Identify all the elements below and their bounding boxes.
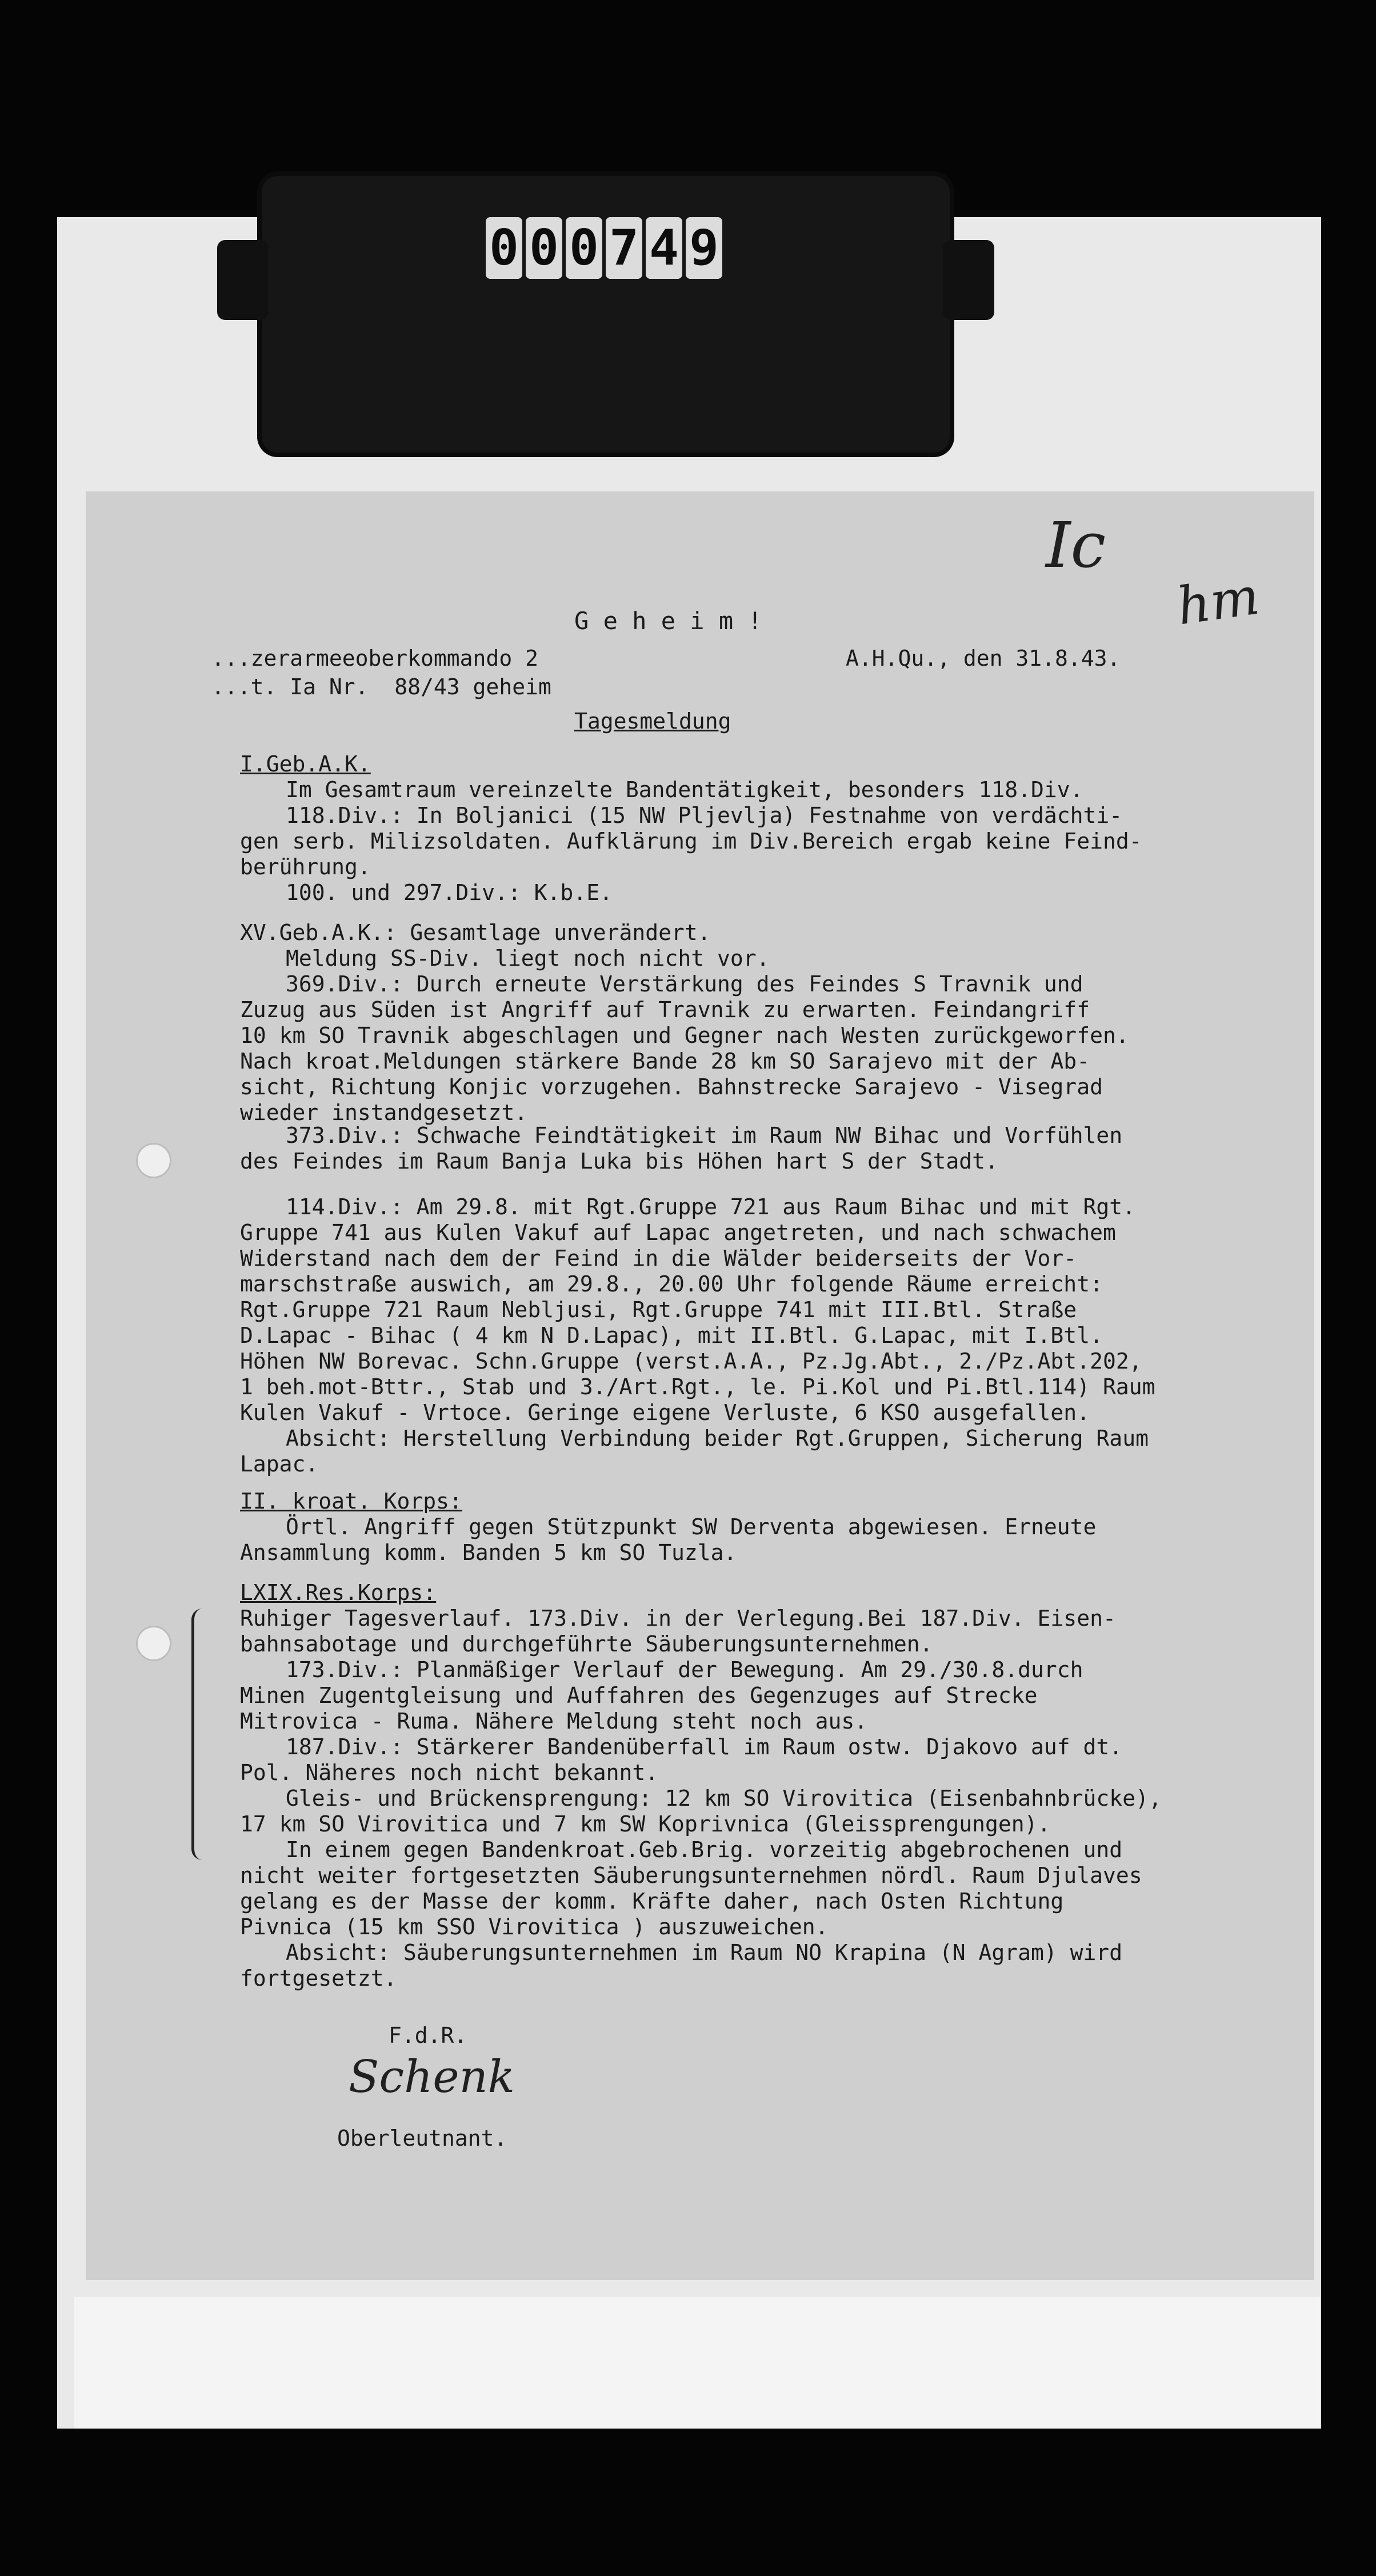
secrecy-heading: G e h e i m ! [574,607,762,635]
text-line: nicht weiter fortgesetzten Säuberungsunternehmen nördl. Raum Djulaves [240,1863,1142,1888]
section-heading: I.Geb.A.K. [240,751,371,777]
org-line: ...zerarmeeoberkommando 2 [211,646,538,671]
text-line: Rgt.Gruppe 721 Raum Nebljusi, Rgt.Gruppe 741 mit III.Btl. Straße [240,1297,1077,1322]
text-line: gelang es der Masse der komm. Kräfte daher, nach Osten Richtung [240,1889,1064,1914]
document-title: Tagesmeldung [574,709,731,734]
text-line: fortgesetzt. [240,1966,397,1991]
film-edge-strip [74,2297,1320,2429]
frame-counter [257,171,954,457]
text-line: wieder instandgesetzt. [240,1100,528,1125]
text-line: 1 beh.mot-Bttr., Stab und 3./Art.Rgt., le. Pi.Kol und Pi.Btl.114) Raum [240,1374,1155,1399]
text-line: sicht, Richtung Konjic vorzugehen. Bahnstrecke Sarajevo - Visegrad [240,1074,1103,1099]
text-line: Im Gesamtraum vereinzelte Bandentätigkeit, besonders 118.Div. [286,777,1083,802]
text-line: berührung. [240,854,371,879]
counter-digit: 7 [606,217,642,279]
text-line: D.Lapac - Bihac ( 4 km N D.Lapac), mit II.Btl. G.Lapac, mit I.Btl. [240,1323,1103,1348]
handwritten-margin-bracket [191,1609,202,1860]
handwritten-ic-mark: Ic [1046,509,1106,582]
text-line: 369.Div.: Durch erneute Verstärkung des Feindes S Travnik und [286,971,1083,997]
text-line: Absicht: Herstellung Verbindung beider Rgt.Gruppen, Sicherung Raum [286,1426,1149,1451]
section-heading: XV.Geb.A.K.: Gesamtlage unverändert. [240,920,711,945]
text-line: 118.Div.: In Boljanici (15 NW Pljevlja) Festnahme von verdächti- [286,803,1123,828]
counter-digit: 0 [566,217,602,279]
text-line: Höhen NW Borevac. Schn.Gruppe (verst.A.A., Pz.Jg.Abt., 2./Pz.Abt.202, [240,1349,1142,1374]
text-line: Ruhiger Tagesverlauf. 173.Div. in der Verlegung.Bei 187.Div. Eisen- [240,1606,1116,1631]
counter-digit: 0 [486,217,522,279]
counter-window [486,217,722,280]
text-line: Pivnica (15 km SSO Virovitica ) auszuweichen. [240,1914,829,1939]
signatory-rank: Oberleutnant. [337,2126,507,2151]
text-line: Meldung SS-Div. liegt noch nicht vor. [286,946,770,971]
text-line: Örtl. Angriff gegen Stützpunkt SW Derventa abgewiesen. Erneute [286,1514,1097,1539]
text-line: 173.Div.: Planmäßiger Verlauf der Bewegung. Am 29./30.8.durch [286,1657,1083,1682]
handwritten-corner-mark: hm [1173,566,1263,637]
closing-fdr: F.d.R. [389,2023,467,2048]
text-line: Kulen Vakuf - Vrtoce. Geringe eigene Verluste, 6 KSO ausgefallen. [240,1400,1090,1425]
text-line: des Feindes im Raum Banja Luka bis Höhen hart S der Stadt. [240,1149,998,1174]
text-line: 100. und 297.Div.: K.b.E. [286,880,613,905]
counter-digit: 4 [646,217,682,279]
text-line: Minen Zugentgleisung und Auffahren des Gegenzuges auf Strecke [240,1683,1038,1708]
handwritten-signature: Schenk [349,2051,515,2103]
counter-knob-right [943,240,994,320]
text-line: 187.Div.: Stärkerer Bandenüberfall im Raum ostw. Djakovo auf dt. [286,1734,1123,1759]
counter-knob-left [217,240,269,320]
punch-hole-lower [136,1626,171,1661]
text-line: marschstraße auswich, am 29.8., 20.00 Uhr folgende Räume erreicht: [240,1271,1103,1297]
text-line: Ansammlung komm. Banden 5 km SO Tuzla. [240,1540,737,1565]
text-line: Gleis- und Brückensprengung: 12 km SO Virovitica (Eisenbahnbrücke), [286,1786,1162,1811]
text-line: Absicht: Säuberungsunternehmen im Raum NO Krapina (N Agram) wird [286,1940,1123,1965]
text-line: Mitrovica - Ruma. Nähere Meldung steht noch aus. [240,1709,868,1734]
text-line: 10 km SO Travnik abgeschlagen und Gegner nach Westen zurückgeworfen. [240,1023,1129,1048]
text-line: Nach kroat.Meldungen stärkere Bande 28 km SO Sarajevo mit der Ab- [240,1049,1090,1074]
reference-line: ...t. Ia Nr. 88/43 geheim [211,674,551,699]
date-line: A.H.Qu., den 31.8.43. [846,646,1121,671]
punch-hole-upper [136,1143,171,1178]
text-line: gen serb. Milizsoldaten. Aufklärung im Div.Bereich ergab keine Feind- [240,829,1142,854]
text-line: Widerstand nach dem der Feind in die Wälder beiderseits der Vor- [240,1246,1077,1271]
text-line: 373.Div.: Schwache Feindtätigkeit im Raum NW Bihac und Vorfühlen [286,1123,1123,1148]
text-line: 17 km SO Virovitica und 7 km SW Koprivnica (Gleissprengungen). [240,1811,1051,1837]
section-heading: LXIX.Res.Korps: [240,1580,437,1605]
text-line: Lapac. [240,1451,319,1477]
text-line: 114.Div.: Am 29.8. mit Rgt.Gruppe 721 aus Raum Bihac und mit Rgt. [286,1194,1136,1219]
text-line: Pol. Näheres noch nicht bekannt. [240,1760,659,1785]
counter-digit: 0 [526,217,562,279]
text-line: In einem gegen Bandenkroat.Geb.Brig. vorzeitig abgebrochenen und [286,1837,1123,1862]
section-heading: II. kroat. Korps: [240,1489,462,1514]
text-line: Gruppe 741 aus Kulen Vakuf auf Lapac angetreten, und nach schwachem [240,1220,1116,1245]
text-line: bahnsabotage und durchgeführte Säuberungsunternehmen. [240,1631,933,1657]
counter-digit: 9 [686,217,722,279]
text-line: Zuzug aus Süden ist Angriff auf Travnik zu erwarten. Feindangriff [240,997,1090,1022]
